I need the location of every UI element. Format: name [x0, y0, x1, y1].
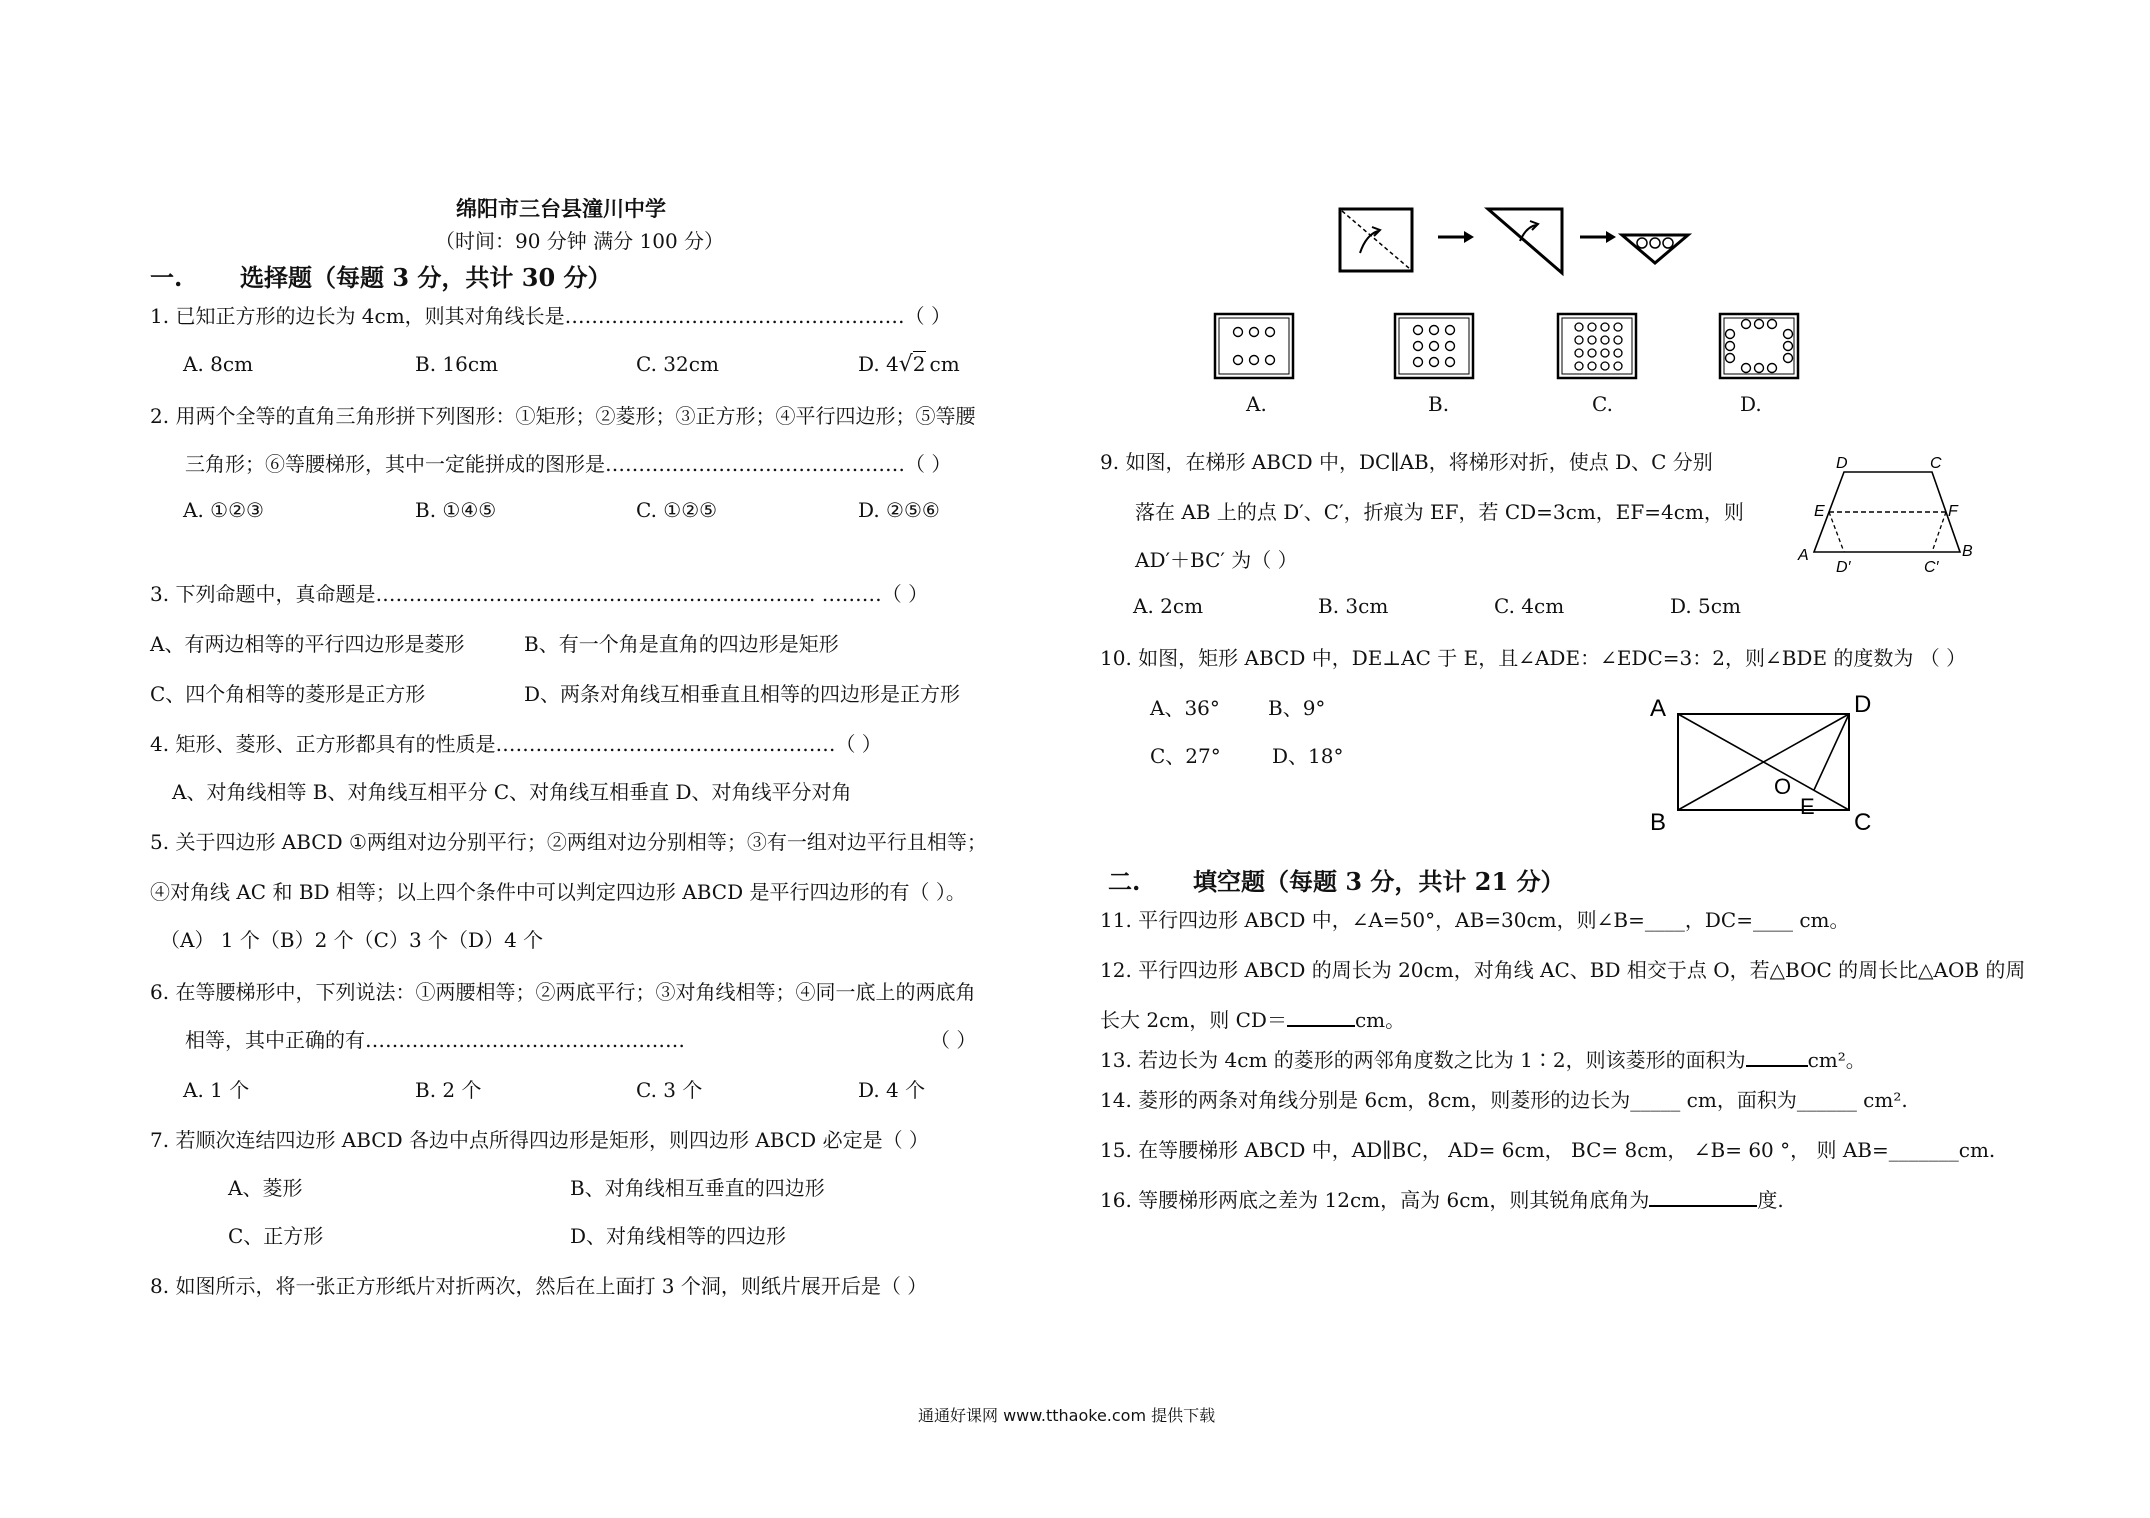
label-c: C [1930, 455, 1942, 472]
q1-option-d [858, 352, 960, 377]
q12-line1: 12. 平行四边形 ABCD 的周长为 20cm，对角线 AC、BD 相交于点 O，若△BOC 的周长比△AOB 的周 [1100, 958, 2026, 982]
exam-info: （时间：90 分钟 满分 100 分） [435, 229, 725, 253]
footer-text: 通通好课网 www.tthaoke.com 提供下载 [918, 1406, 1216, 1425]
q16-line [1100, 1184, 1784, 1213]
label-c: C [1854, 809, 1872, 836]
q6-option-c: C. 3 个 [636, 1078, 703, 1102]
q3-option-b: B、有一个角是直角的四边形是矩形 [524, 632, 839, 656]
rectangle-figure [1640, 688, 1880, 838]
q1-option-b: B. 16cm [415, 352, 499, 376]
label-o: O [1774, 774, 1792, 799]
q5-options: （A） 1 个（B）2 个（C）3 个（D）4 个 [160, 928, 544, 952]
q8-text: 8. 如图所示，将一张正方形纸片对折两次，然后在上面打 3 个洞，则纸片展开后是（ ） [150, 1274, 928, 1298]
q9-line1: 9. 如图，在梯形 ABCD 中，DC∥AB，将梯形对折，使点 D、C 分别 [1100, 450, 1713, 474]
q8-label-c: C. [1592, 392, 1613, 416]
label-d: D [1836, 455, 1848, 472]
q1-option-d-radicand: 2 [912, 352, 926, 376]
label-f: F [1948, 503, 1958, 520]
q2-option-a: A. ①②③ [183, 498, 264, 522]
label-b: B [1650, 809, 1667, 836]
sqrt-symbol: √ [898, 352, 913, 377]
q9-option-a: A. 2cm [1133, 594, 1204, 618]
trapezoid-figure [1790, 452, 2000, 582]
q10-option-b: B、9° [1268, 696, 1326, 720]
label-d: D [1854, 691, 1872, 718]
q8-label-a: A. [1246, 392, 1267, 416]
q8-label-b: B. [1428, 392, 1450, 416]
q12-unit: cm。 [1354, 1008, 1406, 1032]
q2-option-c: C. ①②⑤ [636, 498, 718, 522]
q13-unit: cm²。 [1807, 1048, 1866, 1072]
dashed-fc [1932, 512, 1946, 552]
option-c-figure [1558, 314, 1636, 378]
unfolded-options-figure [1210, 312, 1810, 422]
q6-line1: 6. 在等腰梯形中，下列说法：①两腰相等；②两底平行；③对角线相等；④同一底上的两底角 [150, 980, 976, 1004]
section1-number: 一. [150, 263, 183, 292]
q15-text: 15. 在等腰梯形 ABCD 中，AD∥BC， AD= 6cm， BC= 8cm， ∠B= 60 °， 则 AB=_______cm. [1100, 1138, 1996, 1162]
q2-option-b: B. ①④⑤ [415, 498, 497, 522]
q1-option-d-label: D. 4 [858, 352, 899, 376]
q7-option-b: B、对角线相互垂直的四边形 [570, 1176, 825, 1200]
q5-line2: ④对角线 AC 和 BD 相等；以上四个条件中可以判定四边形 ABCD 是平行四边形的有（ ）。 [150, 880, 966, 904]
hole [1663, 238, 1673, 248]
q16-unit: 度. [1757, 1188, 1784, 1212]
option-a-figure [1215, 314, 1293, 378]
q10-option-c: C、27° [1150, 744, 1221, 768]
q6-option-a: A. 1 个 [183, 1078, 250, 1102]
school-title: 绵阳市三台县潼川中学 [456, 196, 666, 221]
q9-line2: 落在 AB 上的点 D′、C′，折痕为 EF，若 CD=3cm，EF=4cm，则 [1135, 500, 1744, 524]
q3-option-a: A、有两边相等的平行四边形是菱形 [150, 632, 465, 656]
q9-option-b: B. 3cm [1318, 594, 1389, 618]
q6-line2: 相等，其中正确的有………………………………………… [185, 1028, 685, 1052]
q11-text: 11. 平行四边形 ABCD 中，∠A=50°，AB=30cm，则∠B=____，DC=____ cm。 [1100, 908, 1850, 932]
label-e: E [1800, 794, 1815, 819]
q1-option-c: C. 32cm [636, 352, 719, 376]
q4-options: A、对角线相等 B、对角线互相平分 C、对角线互相垂直 D、对角线平分对角 [172, 780, 852, 804]
q10-text: 10. 如图，矩形 ABCD 中，DE⊥AC 于 E，且∠ADE：∠EDC=3：2，则∠BDE 的度数为 （ ） [1100, 646, 1967, 670]
q7-option-a: A、菱形 [228, 1176, 303, 1200]
label-a: A [1650, 695, 1667, 722]
q13-blank[interactable] [1746, 1049, 1808, 1067]
hole [1637, 238, 1647, 248]
q16-text: 16. 等腰梯形两底之差为 12cm，高为 6cm，则其锐角底角为 [1100, 1188, 1650, 1212]
fold-line-1 [1342, 211, 1410, 269]
label-c-prime: C′ [1924, 559, 1939, 576]
q16-blank[interactable] [1649, 1189, 1757, 1207]
label-a: A [1798, 547, 1809, 564]
arrow-right-2-head [1606, 231, 1616, 243]
hole [1650, 238, 1660, 248]
small-triangle [1622, 235, 1688, 263]
segment-de [1814, 714, 1849, 790]
q2-option-d: D. ②⑤⑥ [858, 498, 940, 522]
q10-option-a: A、36° [1150, 696, 1220, 720]
arrow-right-1-head [1464, 231, 1474, 243]
q1-option-d-unit: cm [929, 352, 960, 376]
q13-text: 13. 若边长为 4cm 的菱形的两邻角度数之比为 1∶2，则该菱形的面积为 [1100, 1048, 1746, 1072]
option-b-figure [1395, 314, 1473, 378]
q2-line1: 2. 用两个全等的直角三角形拼下列图形：①矩形；②菱形；③正方形；④平行四边形；⑤等腰 [150, 404, 976, 428]
q9-option-c: C. 4cm [1494, 594, 1565, 618]
q12-line2 [1100, 1004, 1405, 1033]
q7-option-d: D、对角线相等的四边形 [570, 1224, 787, 1248]
q8-label-d: D. [1740, 392, 1762, 416]
q9-line3: AD′＋BC′ 为（ ） [1135, 548, 1298, 572]
section1-title: 选择题（每题 3 分，共计 30 分） [240, 263, 612, 292]
q3-text: 3. 下列命题中，真命题是………………………………………………………… ………（ ） [150, 582, 929, 606]
q9-option-d: D. 5cm [1670, 594, 1741, 618]
q14-text: 14. 菱形的两条对角线分别是 6cm，8cm，则菱形的边长为_____ cm，面积为______ cm². [1100, 1088, 1908, 1112]
q4-text: 4. 矩形、菱形、正方形都具有的性质是……………………………………………（ ） [150, 732, 882, 756]
q10-option-d: D、18° [1272, 744, 1344, 768]
label-d-prime: D′ [1836, 559, 1851, 576]
q6-option-b: B. 2 个 [415, 1078, 482, 1102]
paper-folding-figure [1330, 205, 1700, 285]
q13-line [1100, 1044, 1866, 1073]
q6-answer-paren: （ ） [930, 1028, 977, 1052]
option-d-figure [1720, 314, 1798, 378]
q12-line2-text: 长大 2cm，则 CD＝ [1100, 1008, 1287, 1032]
q6-option-d: D. 4 个 [858, 1078, 926, 1102]
dashed-ed [1829, 512, 1844, 552]
label-b: B [1962, 543, 1973, 560]
label-e: E [1814, 503, 1825, 520]
q3-option-d: D、两条对角线互相垂直且相等的四边形是正方形 [524, 682, 961, 706]
section2-number: 二. [1108, 867, 1141, 896]
q12-blank[interactable] [1287, 1009, 1355, 1027]
q7-text: 7. 若顺次连结四边形 ABCD 各边中点所得四边形是矩形，则四边形 ABCD 必定是（ ） [150, 1128, 929, 1152]
q5-line1: 5. 关于四边形 ABCD ①两组对边分别平行；②两组对边分别相等；③有一组对边平行且相等； [150, 830, 987, 854]
q7-option-c: C、正方形 [228, 1224, 324, 1248]
q2-line2: 三角形；⑥等腰梯形，其中一定能拼成的图形是………………………………………（ ） [185, 452, 952, 476]
q3-option-c: C、四个角相等的菱形是正方形 [150, 682, 426, 706]
q1-option-a: A. 8cm [183, 352, 254, 376]
section2-title: 填空题（每题 3 分，共计 21 分） [1193, 867, 1565, 896]
q1-text: 1. 已知正方形的边长为 4cm，则其对角线长是……………………………………………（ ） [150, 304, 952, 328]
